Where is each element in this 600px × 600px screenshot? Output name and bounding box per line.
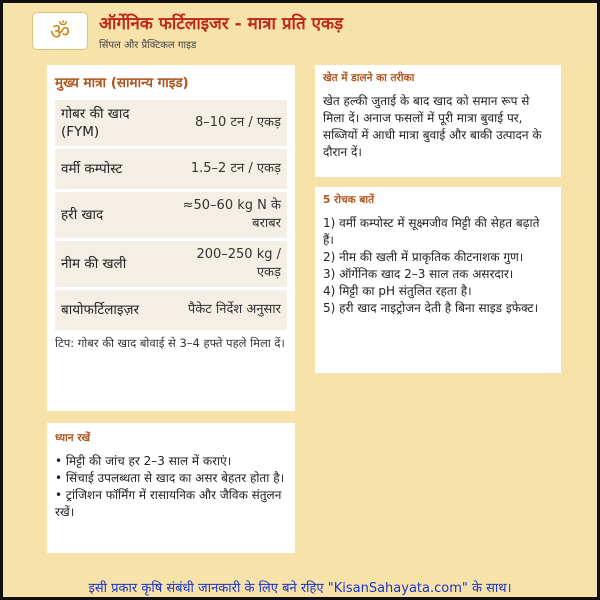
fertilizer-name: नीम की खली	[55, 241, 176, 287]
fertilizer-amount: ≈50–60 kg N के बराबर	[176, 192, 287, 238]
fertilizer-amount: 8–10 टन / एकड़	[176, 100, 287, 146]
list-item: 3) ऑर्गेनिक खाद 2–3 साल तक असरदार।	[323, 267, 514, 281]
fertilizer-name: हरी खाद	[55, 192, 176, 238]
list-item: 4) मिट्टी का pH संतुलित रहता है।	[323, 284, 472, 298]
method-card	[315, 65, 561, 177]
fertilizer-name: वर्मी कम्पोस्ट	[55, 149, 176, 189]
list-item: • सिंचाई उपलब्धता से खाद का असर बेहतर होता है।	[55, 471, 285, 485]
dose-card-heading: मुख्य मात्रा (सामान्य गाइड)	[55, 75, 189, 91]
dose-card	[47, 65, 295, 411]
method-text: खेत हल्की जुताई के बाद खाद को समान रूप से मिला दें। अनाज फसलों में पूरी मात्रा बुवाई पर, सब्जियों में आधी मात्रा बुवाई और बाकी उत्पादन के दौरान दें।	[323, 94, 542, 159]
list-item: • मिट्टी की जांच हर 2–3 साल में कराएं।	[55, 454, 232, 468]
table-row	[55, 192, 287, 238]
fertilizer-amount: 200–250 kg / एकड़	[176, 241, 287, 287]
method-card-label: खेत में डालने का तरीका	[323, 72, 415, 84]
fertilizer-amount: 1.5–2 टन / एकड़	[176, 149, 287, 189]
header	[3, 3, 597, 53]
notes-card-label: ध्यान रखें	[55, 432, 91, 444]
notes-list	[55, 453, 287, 521]
list-item: 1) वर्मी कम्पोस्ट में सूक्ष्मजीव मिट्टी की सेहत बढ़ाते हैं।	[323, 216, 540, 247]
footer-text: इसी प्रकार कृषि संबंधी जानकारी के लिए बने रहिए "KisanSahayata.com" के साथ।	[88, 581, 512, 596]
table-row	[55, 149, 287, 189]
table-row	[55, 100, 287, 146]
list-item: 5) हरी खाद नाइट्रोजन देती है बिना साइड इफेक्ट।	[323, 301, 539, 315]
table-row	[55, 241, 287, 287]
page-title: ऑर्गेनिक फर्टिलाइजर - मात्रा प्रति एकड़	[99, 14, 344, 34]
dose-table	[55, 97, 287, 333]
list-item: • ट्रांजिशन फॉर्मिंग में रासायनिक और जैविक संतुलन रखें।	[55, 488, 282, 519]
table-row	[55, 290, 287, 330]
dose-tip: टिप: गोबर की खाद बोवाई से 3–4 हफ्ते पहले मिला दें।	[55, 336, 285, 350]
om-logo-icon: ॐ	[33, 13, 87, 49]
page-subtitle: सिंपल और प्रैक्टिकल गाइड	[99, 40, 197, 51]
fertilizer-name: गोबर की खाद (FYM)	[55, 100, 176, 146]
facts-card-label: 5 रोचक बातें	[323, 194, 375, 206]
fertilizer-amount: पैकेट निर्देश अनुसार	[176, 290, 287, 330]
list-item: 2) नीम की खली में प्राकृतिक कीटनाशक गुण।	[323, 250, 524, 264]
fertilizer-name: बायोफर्टिलाइज़र	[55, 290, 176, 330]
facts-card	[315, 187, 561, 373]
notes-card	[47, 423, 295, 553]
